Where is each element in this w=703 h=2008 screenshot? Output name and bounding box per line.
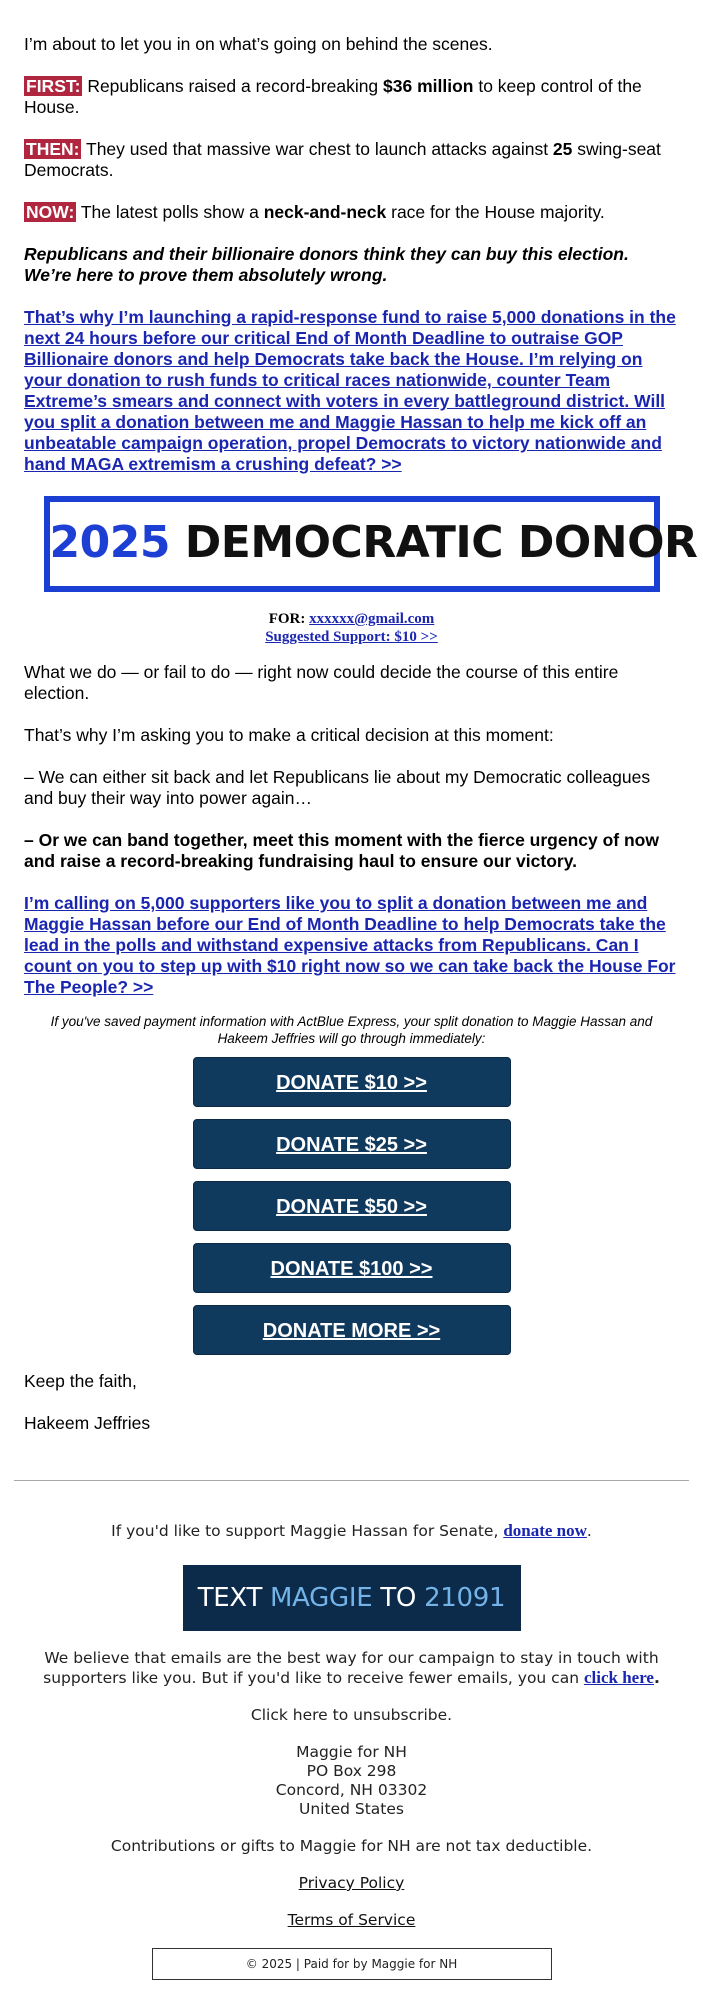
- address-line: PO Box 298: [306, 1762, 397, 1780]
- fewer-period: .: [653, 1669, 660, 1687]
- calling-supporters-link[interactable]: I’m calling on 5,000 supporters like you to split a donation between me and Maggie Hassan before our End of Month Deadline to help Democrats take the lead in the polls and withstand expensive attacks from Republicans. Can I count on you to step up with $10 right now so we can take back the House For The People? >>: [24, 893, 676, 997]
- first-tag: FIRST:: [26, 76, 81, 96]
- first-paragraph: [24, 76, 679, 118]
- then-bold: 25: [552, 139, 573, 159]
- signoff: Keep the faith,: [24, 1371, 137, 1391]
- fewer-text: We believe that emails are the best way for our campaign to stay in touch with supporters like you. But if you'd like to receive fewer emails, you can: [43, 1649, 659, 1687]
- footer-divider: [14, 1480, 689, 1481]
- democratic-donor-banner[interactable]: [44, 496, 698, 592]
- terms-line: [14, 1911, 689, 1930]
- donor-banner-wrap: [24, 496, 698, 592]
- recipient-email-link[interactable]: xxxxxx@gmail.com: [309, 611, 435, 627]
- unsubscribe-line[interactable]: Click here to unsubscribe.: [250, 1706, 453, 1724]
- text-maggie-banner[interactable]: [183, 1565, 521, 1631]
- donate-100-button[interactable]: DONATE $100 >>: [193, 1243, 511, 1293]
- intro-paragraph: I’m about to let you in on what’s going on behind the scenes.: [24, 34, 493, 54]
- signer-name: Hakeem Jeffries: [24, 1413, 151, 1433]
- donate-more-button[interactable]: DONATE MORE >>: [193, 1305, 511, 1355]
- donate-25-button[interactable]: DONATE $25 >>: [193, 1119, 511, 1169]
- banner-year: 2025: [49, 517, 170, 568]
- first-text: Republicans raised a record-breaking: [82, 76, 384, 96]
- donate-10-button[interactable]: DONATE $10 >>: [193, 1057, 511, 1107]
- rapid-response-link[interactable]: That’s why I’m launching a rapid-response fund to raise 5,000 donations in the next 24 hours before our critical End of Month Deadline to outraise GOP Billionaire donors and help Democrats take back the House. I’m relying on your donation to rush funds to critical races nationwide, counter Team Extreme’s smears and connect with voters in every battleground district. Will you split a donation between me and Maggie Hassan to help me kick off an unbeatable campaign operation, propel Democrats to victory nationwide and hand MAGA extremism a crushing defeat? >>: [24, 307, 676, 474]
- address-line: United States: [299, 1800, 404, 1818]
- calling-paragraph: [24, 893, 679, 998]
- support-period: .: [586, 1522, 592, 1540]
- billionaire-paragraph: Republicans and their billionaire donors think they can buy this election. We’re here to prove them absolutely wrong.: [24, 244, 629, 285]
- or-paragraph: – Or we can band together, meet this moment with the fierce urgency of now and raise a record-breaking fundraising haul to ensure our victory.: [24, 830, 659, 871]
- now-tag: NOW:: [26, 202, 75, 222]
- signature: [24, 1371, 679, 1434]
- then-text-end: swing-seat Democrats.: [24, 139, 661, 180]
- privacy-policy-link[interactable]: Privacy Policy: [298, 1874, 405, 1892]
- actblue-note: If you've saved payment information with ActBlue Express, your split donation to Maggie Hassan and Hakeem Jeffries will go through immediately:: [50, 1014, 653, 1046]
- paid-for-box: © 2025 | Paid for by Maggie for NH: [152, 1948, 552, 1980]
- rapid-response-paragraph: [24, 307, 679, 475]
- donate-now-link[interactable]: donate now: [503, 1521, 587, 1540]
- address-line: Concord, NH 03302: [275, 1781, 428, 1799]
- for-line: [24, 610, 679, 646]
- support-text: If you'd like to support Maggie Hassan for Senate,: [111, 1522, 504, 1540]
- then-text: They used that massive war chest to launch attacks against: [81, 139, 553, 159]
- text-word: TEXT: [197, 1583, 271, 1613]
- then-tag: THEN:: [26, 139, 80, 159]
- donate-buttons: [24, 1057, 679, 1355]
- donate-50-button[interactable]: DONATE $50 >>: [193, 1181, 511, 1231]
- text-keyword: MAGGIE: [270, 1583, 373, 1613]
- banner-title: DEMOCRATIC DONOR: [169, 517, 698, 568]
- shortcode: 21091: [424, 1583, 506, 1613]
- why-paragraph: That’s why I’m asking you to make a critical decision at this moment:: [24, 725, 554, 745]
- mailing-address: [14, 1743, 689, 1819]
- address-line: Maggie for NH: [296, 1743, 407, 1761]
- suggested-support-link[interactable]: Suggested Support: $10 >>: [265, 629, 438, 645]
- fewer-emails-link[interactable]: click here: [583, 1668, 654, 1687]
- footer: [0, 1521, 703, 1980]
- first-text-end: to keep control of the House.: [24, 76, 642, 117]
- to-word: TO: [372, 1583, 425, 1613]
- fewer-emails-line: [14, 1649, 689, 1688]
- now-bold: neck-and-neck: [263, 202, 387, 222]
- terms-of-service-link[interactable]: Terms of Service: [287, 1911, 416, 1929]
- first-bold: $36 million: [383, 76, 474, 96]
- what-paragraph: What we do — or fail to do — right now could decide the course of this entire election.: [24, 662, 619, 703]
- for-label: FOR:: [268, 611, 306, 627]
- privacy-line: [14, 1874, 689, 1893]
- now-paragraph: [24, 202, 679, 223]
- then-paragraph: [24, 139, 679, 181]
- now-text: The latest polls show a: [76, 202, 264, 222]
- now-text-end: race for the House majority.: [386, 202, 605, 222]
- either-paragraph: – We can either sit back and let Republicans lie about my Democratic colleagues and buy their way into power again…: [24, 767, 651, 808]
- support-line: [14, 1521, 689, 1541]
- tax-disclaimer: Contributions or gifts to Maggie for NH are not tax deductible.: [110, 1837, 593, 1855]
